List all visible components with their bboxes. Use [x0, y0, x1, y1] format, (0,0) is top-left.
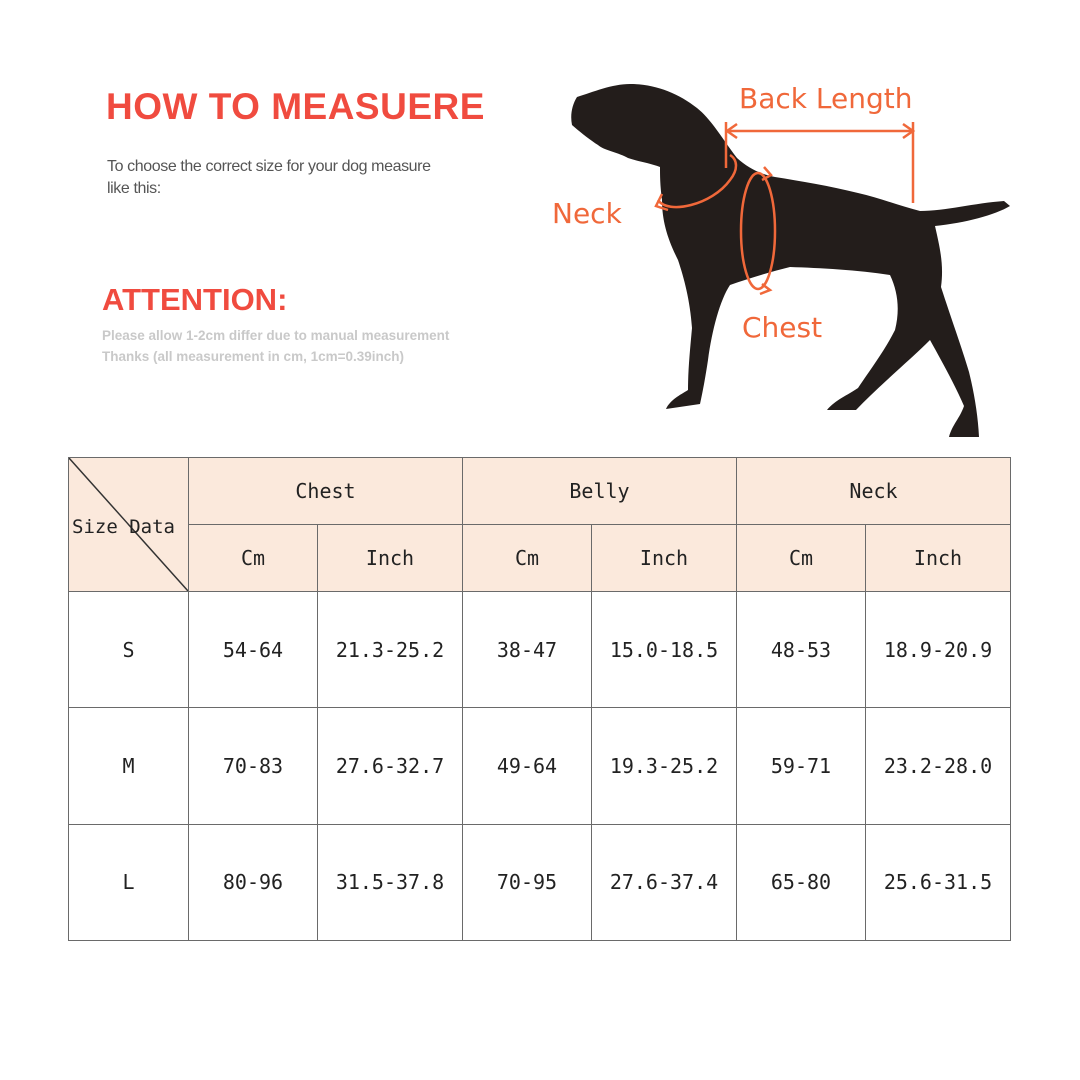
dog-silhouette: [571, 84, 1010, 437]
table-row: [69, 824, 1011, 940]
attention-note-tolerance: Please allow 1-2cm differ due to manual measurement: [102, 328, 450, 343]
measure-instructions: To choose the correct size for your dog measure like this:: [107, 158, 431, 197]
table-row: [69, 592, 1011, 708]
size-cell: S: [69, 592, 189, 708]
neck-inch-cell: 18.9-20.9: [866, 592, 1011, 708]
chest-inch-cell: 31.5-37.8: [318, 824, 463, 940]
belly-cm-cell: 49-64: [463, 708, 592, 824]
back-length-label: Back Length: [739, 82, 913, 115]
neck-header: Neck: [737, 458, 1011, 525]
attention-notes: [102, 325, 514, 367]
belly-cm-cell: 38-47: [463, 592, 592, 708]
chest-cm-cell: 70-83: [189, 708, 318, 824]
dog-measurement-diagram: [540, 62, 1040, 452]
chest-cm-cell: 54-64: [189, 592, 318, 708]
belly-header: Belly: [463, 458, 737, 525]
chest-header: Chest: [189, 458, 463, 525]
attention-note-units: Thanks (all measurement in cm, 1cm=0.39inch): [102, 349, 404, 364]
belly-inch-cell: 19.3-25.2: [592, 708, 737, 824]
belly-cm-header: Cm: [463, 525, 592, 592]
size-data-label: Size Data: [72, 516, 175, 538]
chest-cm-header: Cm: [189, 525, 318, 592]
table-row: [69, 708, 1011, 824]
belly-cm-cell: 70-95: [463, 824, 592, 940]
attention-title: ATTENTION:: [102, 282, 288, 317]
size-chart-table: [68, 457, 1011, 941]
chest-label: Chest: [742, 311, 823, 344]
neck-cm-cell: 48-53: [737, 592, 866, 708]
belly-inch-header: Inch: [592, 525, 737, 592]
belly-inch-cell: 27.6-37.4: [592, 824, 737, 940]
neck-cm-cell: 65-80: [737, 824, 866, 940]
neck-label: Neck: [552, 197, 622, 230]
neck-cm-cell: 59-71: [737, 708, 866, 824]
chest-inch-cell: 21.3-25.2: [318, 592, 463, 708]
neck-inch-header: Inch: [866, 525, 1011, 592]
neck-inch-cell: 25.6-31.5: [866, 824, 1011, 940]
chest-inch-cell: 27.6-32.7: [318, 708, 463, 824]
size-data-corner-cell: [69, 458, 189, 592]
size-cell: M: [69, 708, 189, 824]
neck-cm-header: Cm: [737, 525, 866, 592]
size-cell: L: [69, 824, 189, 940]
chest-cm-cell: 80-96: [189, 824, 318, 940]
how-to-measure-title: HOW TO MEASUERE: [106, 86, 485, 127]
belly-inch-cell: 15.0-18.5: [592, 592, 737, 708]
neck-inch-cell: 23.2-28.0: [866, 708, 1011, 824]
chest-inch-header: Inch: [318, 525, 463, 592]
